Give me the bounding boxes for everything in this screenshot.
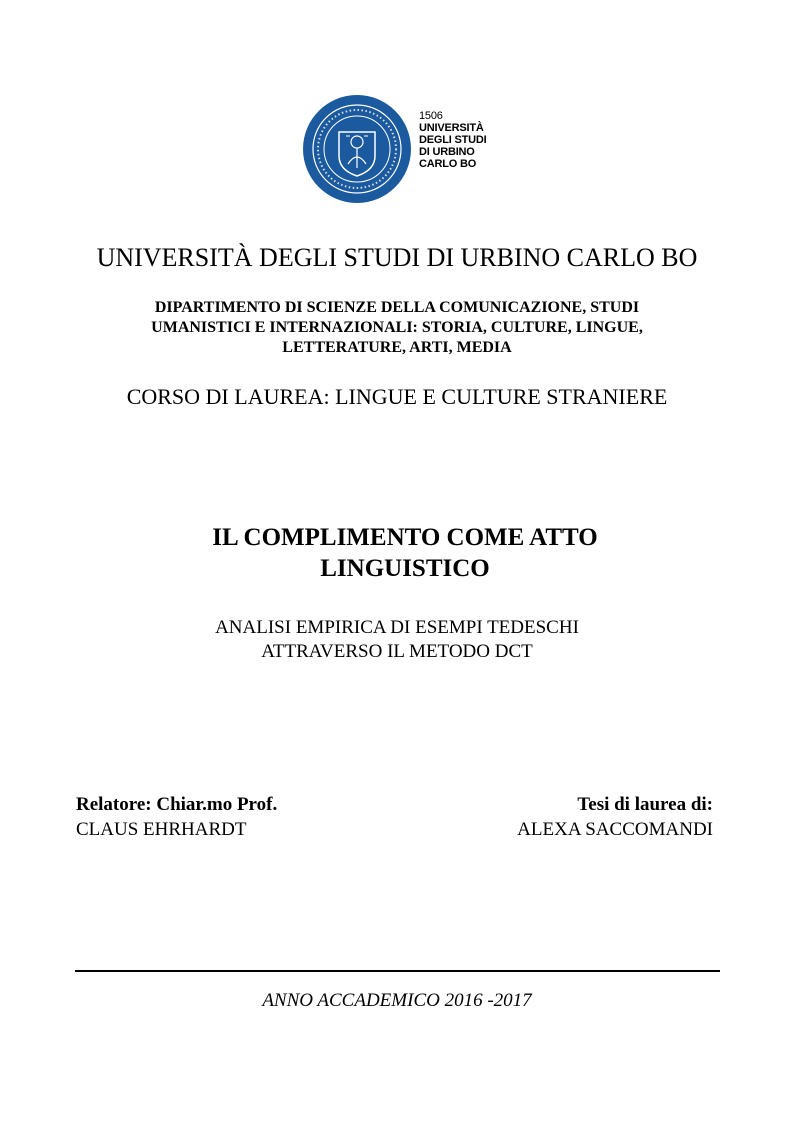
thesis-subtitle-line: ANALISI EMPIRICA DI ESEMPI TEDESCHI <box>215 617 579 638</box>
supervisor-name: CLAUS EHRHARDT <box>76 819 247 840</box>
logo-line: DI URBINO <box>419 146 475 158</box>
thesis-title-line: IL COMPLIMENTO COME ATTO <box>212 524 598 551</box>
footer-divider <box>75 970 720 972</box>
logo-year: 1506 <box>419 110 443 122</box>
logo-line: UNIVERSITÀ <box>419 122 484 134</box>
department-line: LETTERATURE, ARTI, MEDIA <box>282 339 512 356</box>
logo-line: DEGLI STUDI <box>419 134 487 146</box>
department-name <box>0 298 794 358</box>
logo-line: CARLO BO <box>419 158 477 170</box>
supervisor-block <box>76 792 277 842</box>
author-label: Tesi di laurea di: <box>577 794 713 815</box>
university-logo <box>302 94 502 204</box>
course-name: CORSO DI LAUREA: LINGUE E CULTURE STRANIERE <box>126 384 668 409</box>
author-name: ALEXA SACCOMANDI <box>517 819 713 840</box>
thesis-subtitle-line: ATTRAVERSO IL METODO DCT <box>261 641 533 662</box>
department-line: UMANISTICI E INTERNAZIONALI: STORIA, CULTURE, LINGUE, <box>151 319 643 336</box>
thesis-title-line: LINGUISTICO <box>320 555 490 582</box>
logo-wordmark <box>419 110 486 170</box>
thesis-title <box>0 522 794 584</box>
department-line: DIPARTIMENTO DI SCIENZE DELLA COMUNICAZIONE, STUDI <box>154 299 640 316</box>
academic-year: ANNO ACCADEMICO 2016 -2017 <box>262 990 532 1011</box>
supervisor-label: Relatore: Chiar.mo Prof. <box>76 794 278 815</box>
university-seal-icon <box>302 94 412 204</box>
author-block <box>517 792 713 842</box>
thesis-subtitle <box>0 616 794 664</box>
university-name: UNIVERSITÀ DEGLI STUDI DI URBINO CARLO BO <box>96 243 698 272</box>
